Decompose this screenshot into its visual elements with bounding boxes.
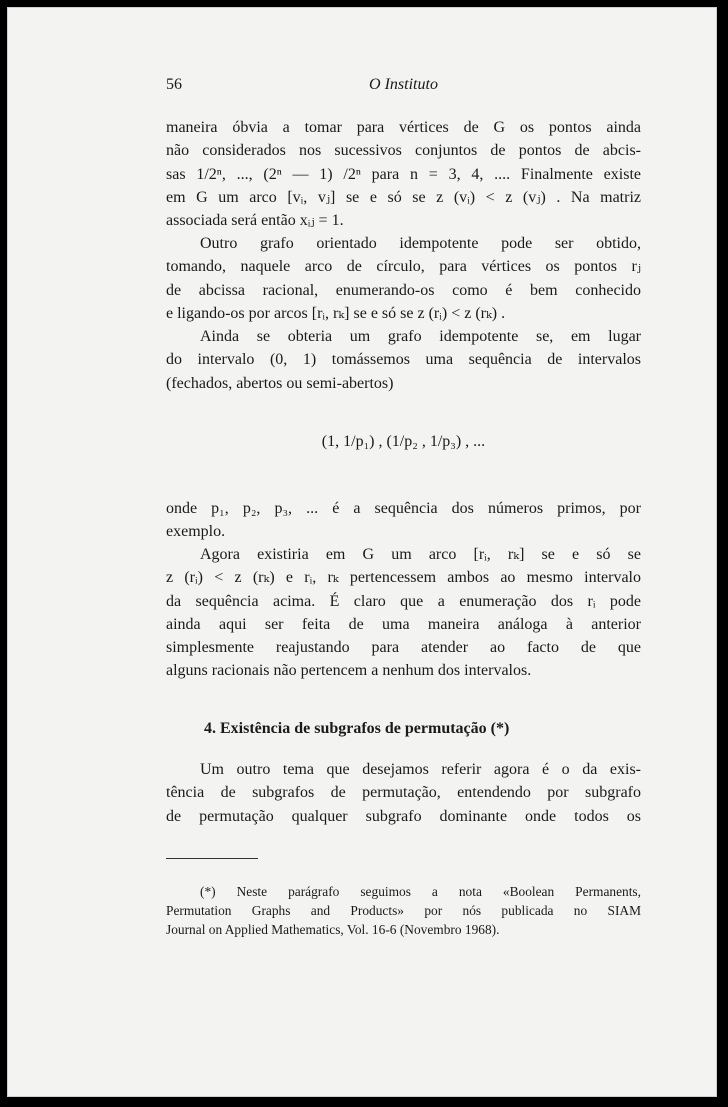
text-line: ainda aqui ser feita de uma maneira análoga à anterior <box>166 615 641 633</box>
text-line: Um outro tema que desejamos referir agora é o da exis- <box>200 761 641 778</box>
footnote <box>166 882 641 939</box>
text-line: Agora existiria em G um arco [rᵢ, rₖ] se e só se <box>200 546 641 563</box>
paragraph-4 <box>166 497 641 544</box>
footnote-rule <box>166 858 258 859</box>
text-line: da sequência acima. É claro que a enumeração dos rᵢ pode <box>166 592 641 610</box>
text-line: alguns racionais não pertencem a nenhum dos intervalos. <box>166 662 532 680</box>
text-line: de abcissa racional, enumerando-os como é bem conhecido <box>166 281 641 299</box>
running-title: O Instituto <box>369 76 438 93</box>
page-header <box>166 76 641 96</box>
section-heading: 4. Existência de subgrafos de permutação (*) <box>204 720 510 737</box>
paragraph-3 <box>166 325 641 395</box>
book-page <box>7 7 717 1097</box>
page-number: 56 <box>166 76 182 93</box>
text-line: exemplo. <box>166 523 226 541</box>
paragraph-1 <box>166 116 641 232</box>
text-line: de permutação qualquer subgrafo dominante onde todos os <box>166 807 641 825</box>
footnote-line: (*) Neste parágrafo seguimos a nota «Boolean Permanents, <box>200 884 641 899</box>
text-line: em G um arco [vᵢ, vⱼ] se e só se z (vᵢ) < z (vⱼ) . Na matriz <box>166 188 641 206</box>
text-line: simplesmente reajustando para atender ao facto de que <box>166 639 641 657</box>
footnote-line: Permutation Graphs and Products» por nós publicada no SIAM <box>166 903 641 918</box>
footnote-line: Journal on Applied Mathematics, Vol. 16-6 (Novembro 1968). <box>166 922 500 937</box>
text-line: tomando, naquele arco de círculo, para vértices os pontos rⱼ <box>166 258 641 276</box>
text-line: onde p₁, p₂, p₃, ... é a sequência dos números primos, por <box>166 500 641 517</box>
text-line: z (rᵢ) < z (rₖ) e rᵢ, rₖ pertencessem ambos ao mesmo intervalo <box>166 569 641 587</box>
text-line: maneira óbvia a tomar para vértices de G os pontos ainda <box>166 119 641 136</box>
text-line: associada será então xᵢⱼ = 1. <box>166 212 344 230</box>
text-line: (fechados, abertos ou semi-abertos) <box>166 374 394 392</box>
text-line: não considerados nos sucessivos conjuntos de pontos de abcis- <box>166 142 641 160</box>
text-line: tência de subgrafos de permutação, entendendo por subgrafo <box>166 784 641 802</box>
paragraph-5 <box>166 543 641 683</box>
text-line: sas 1/2ⁿ, ..., (2ⁿ — 1) /2ⁿ para n = 3, 4, .... Finalmente existe <box>166 165 641 183</box>
display-formula: (1, 1/p₁) , (1/p₂ , 1/p₃) , ... <box>321 433 486 450</box>
text-line: do intervalo (0, 1) tomássemos uma sequência de intervalos <box>166 351 641 369</box>
paragraph-2 <box>166 232 641 325</box>
text-line: Outro grafo orientado idempotente pode ser obtido, <box>200 235 641 252</box>
text-line: e ligando-os por arcos [rᵢ, rₖ] se e só se z (rᵢ) < z (rₖ) . <box>166 304 506 322</box>
paragraph-6 <box>166 758 641 828</box>
text-line: Ainda se obteria um grafo idempotente se, em lugar <box>200 328 641 345</box>
